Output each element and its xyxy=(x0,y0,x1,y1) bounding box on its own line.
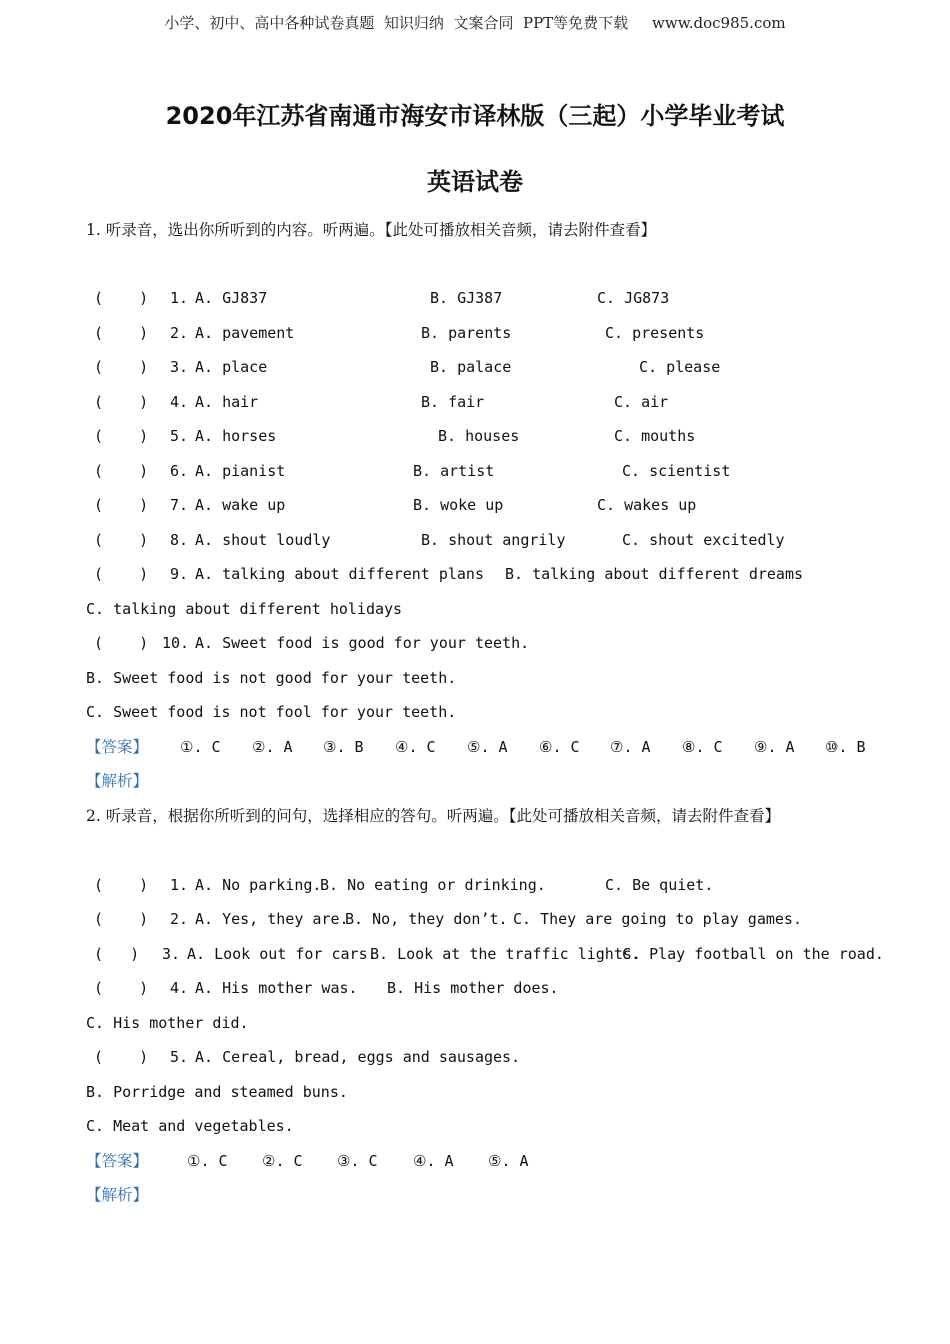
option-b: B. palace xyxy=(430,358,512,376)
section2-instruction: 2. 听录音，根据你所听到的问句，选择相应的答句。听两遍。【此处可播放相关音频，请去附件查看】 xyxy=(86,807,780,825)
answer-item: ⑥. C xyxy=(539,738,580,756)
section1-analysis-label: 【解析】 xyxy=(86,772,149,790)
option-a: A. GJ837 xyxy=(195,289,268,307)
option-a: A. Cereal, bread, eggs and sausages. xyxy=(195,1048,521,1066)
answer-item: ②. A xyxy=(252,738,293,756)
option-c: C. Sweet food is not fool for your teeth. xyxy=(86,703,457,721)
answer-item: ③. B xyxy=(323,738,364,756)
answer-blank: ( ) xyxy=(94,358,149,376)
answer-item: ④. C xyxy=(395,738,436,756)
answer-item: ⑩. B xyxy=(825,738,866,756)
option-a: A. pianist xyxy=(195,462,286,480)
answer-label: 【答案】 xyxy=(86,1152,149,1170)
section2-analysis-label: 【解析】 xyxy=(86,1186,149,1204)
option-c: C. Be quiet. xyxy=(605,876,714,894)
page-title: 2020年江苏省南通市海安市译林版（三起）小学毕业考试 xyxy=(165,102,785,130)
answer-item: ②. C xyxy=(262,1152,303,1170)
option-a: A. Look out for cars. xyxy=(187,945,377,963)
option-a: A. pavement xyxy=(195,324,295,342)
question-number: 4. xyxy=(170,393,189,411)
answer-item: ⑨. A xyxy=(754,738,795,756)
option-c: C. scientist xyxy=(622,462,731,480)
question-number: 5. xyxy=(170,427,189,445)
option-b: B. houses xyxy=(438,427,520,445)
option-c: C. please xyxy=(639,358,721,376)
answer-item: ⑧. C xyxy=(682,738,723,756)
answer-item: ③. C xyxy=(337,1152,378,1170)
option-b: B. woke up xyxy=(413,496,504,514)
option-c: C. air xyxy=(614,393,669,411)
option-c: C. shout excitedly xyxy=(622,531,785,549)
answer-blank: ( ) xyxy=(94,427,149,445)
answer-item: ⑦. A xyxy=(610,738,651,756)
option-a: A. shout loudly xyxy=(195,531,331,549)
option-c: C. Meat and vegetables. xyxy=(86,1117,294,1135)
option-b: B. talking about different dreams xyxy=(505,565,804,583)
answer-blank: ( ) xyxy=(94,393,149,411)
question-number: 4. xyxy=(170,979,189,997)
page-header: 小学、初中、高中各种试卷真题 知识归纳 文案合同 PPT等免费下载 www.doc985.com xyxy=(164,14,786,32)
option-b: B. Porridge and steamed buns. xyxy=(86,1083,348,1101)
option-c: C. talking about different holidays xyxy=(86,600,403,618)
option-c: C. mouths xyxy=(614,427,696,445)
question-number: 5. xyxy=(170,1048,189,1066)
page-subtitle: 英语试卷 xyxy=(427,168,523,196)
answer-blank: ( ) xyxy=(94,565,149,583)
answer-blank: ( ) xyxy=(94,979,149,997)
option-a: A. talking about different plans xyxy=(195,565,484,583)
option-b: B. No eating or drinking. xyxy=(320,876,546,894)
question-number: 7. xyxy=(170,496,189,514)
answer-item: ①. C xyxy=(187,1152,228,1170)
option-b: B. fair xyxy=(421,393,485,411)
answer-label: 【答案】 xyxy=(86,738,149,756)
answer-blank: ( ) xyxy=(94,876,149,894)
answer-blank: ( ) xyxy=(94,634,149,652)
question-number: 2. xyxy=(170,910,189,928)
question-number: 3. xyxy=(170,358,189,376)
option-c: C. They are going to play games. xyxy=(513,910,802,928)
answer-item: ⑤. A xyxy=(488,1152,529,1170)
answer-blank: ( ) xyxy=(94,1048,149,1066)
option-c: C. JG873 xyxy=(597,289,670,307)
option-c: C. presents xyxy=(605,324,705,342)
answer-item: ⑤. A xyxy=(467,738,508,756)
option-c: C. Play football on the road. xyxy=(622,945,884,963)
option-c: C. wakes up xyxy=(597,496,697,514)
option-b: B. artist xyxy=(413,462,495,480)
question-number: 1. xyxy=(170,289,189,307)
option-a: A. His mother was. xyxy=(195,979,358,997)
option-a: A. place xyxy=(195,358,268,376)
option-b: B. Sweet food is not good for your teeth. xyxy=(86,669,457,687)
option-a: A. No parking. xyxy=(195,876,322,894)
answer-blank: ( ) xyxy=(94,324,149,342)
question-number: 3. xyxy=(162,945,181,963)
question-number: 10. xyxy=(162,634,190,652)
option-a: A. hair xyxy=(195,393,259,411)
option-a: A. Yes, they are. xyxy=(195,910,349,928)
question-number: 8. xyxy=(170,531,189,549)
option-b: B. shout angrily xyxy=(421,531,566,549)
option-b: B. Look at the traffic lights. xyxy=(370,945,641,963)
answer-blank: ( ) xyxy=(94,945,140,963)
option-b: B. His mother does. xyxy=(387,979,559,997)
answer-blank: ( ) xyxy=(94,462,149,480)
option-a: A. wake up xyxy=(195,496,286,514)
option-b: B. No, they don’t. xyxy=(345,910,508,928)
option-a: A. horses xyxy=(195,427,277,445)
question-number: 9. xyxy=(170,565,189,583)
answer-item: ④. A xyxy=(413,1152,454,1170)
answer-blank: ( ) xyxy=(94,531,149,549)
answer-item: ①. C xyxy=(180,738,221,756)
question-number: 6. xyxy=(170,462,189,480)
question-number: 1. xyxy=(170,876,189,894)
question-number: 2. xyxy=(170,324,189,342)
section1-instruction: 1. 听录音，选出你所听到的内容。听两遍。【此处可播放相关音频，请去附件查看】 xyxy=(86,221,656,239)
option-a: A. Sweet food is good for your teeth. xyxy=(195,634,530,652)
option-c: C. His mother did. xyxy=(86,1014,249,1032)
option-b: B. parents xyxy=(421,324,512,342)
option-b: B. GJ387 xyxy=(430,289,503,307)
answer-blank: ( ) xyxy=(94,289,149,307)
answer-blank: ( ) xyxy=(94,910,149,928)
answer-blank: ( ) xyxy=(94,496,149,514)
